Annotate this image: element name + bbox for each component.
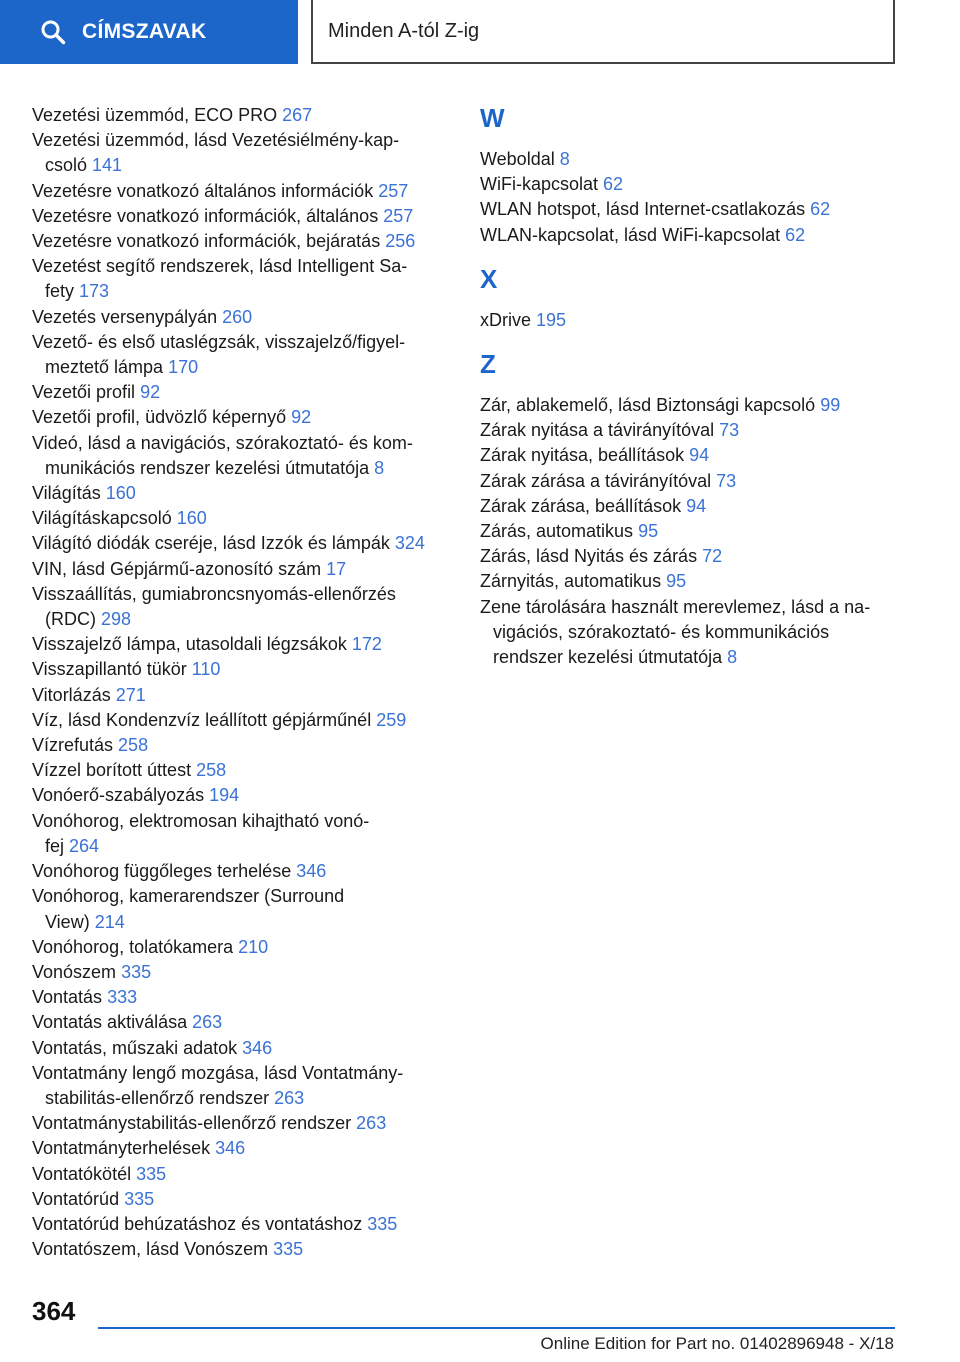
index-entry-text: Vonóhorog, kamerarendszer (Surround — [32, 886, 345, 907]
index-entry-text: Vonóhorog függőleges terhelése — [32, 861, 297, 882]
index-entry — [32, 1212, 452, 1237]
page-reference-link[interactable]: 267 — [282, 105, 313, 125]
index-entry-text: Visszapillantó tükör — [32, 659, 192, 680]
index-entry-text: Vonószem — [32, 961, 122, 982]
index-entry-text: Vezetésre vonatkozó általános információk — [32, 180, 379, 201]
index-entry — [480, 197, 900, 222]
index-entry-text: csoló — [45, 155, 93, 176]
index-entry-text: Vontatórúd behúzatáshoz és vontatáshoz — [32, 1213, 368, 1234]
section-spacer — [480, 379, 900, 393]
index-entry-text: Zárak nyitása, beállítások — [480, 445, 690, 466]
index-entry — [32, 783, 452, 808]
section-header — [311, 0, 895, 64]
index-entry — [32, 985, 452, 1010]
index-tab-label: CÍMSZAVAK — [82, 20, 207, 43]
index-entry — [32, 884, 452, 934]
page-reference-link[interactable]: 258 — [196, 760, 227, 781]
page-reference-link[interactable]: 194 — [209, 785, 240, 806]
page-reference-link[interactable]: 257 — [383, 205, 414, 226]
index-entry-text: munikációs rendszer kezelési útmutatója — [45, 457, 375, 478]
page-reference-link[interactable]: 141 — [92, 155, 123, 176]
index-entry-text: Zárak nyitása a távirányítóval — [480, 420, 720, 441]
page-reference-link[interactable]: 214 — [94, 911, 125, 932]
index-entry — [480, 393, 900, 418]
index-entry — [32, 1237, 452, 1262]
section-letter: Z — [480, 349, 496, 380]
page-reference-link[interactable]: 195 — [536, 309, 567, 330]
index-entry — [32, 708, 452, 733]
page-reference-link[interactable]: 160 — [176, 508, 207, 529]
index-entry-text: Vontatószem, lásd Vonószem — [32, 1239, 274, 1260]
index-entry-text: WiFi-kapcsolat — [480, 174, 604, 195]
index-entry-text: Vontatmánystabilitás-ellenőrző rendszer — [32, 1113, 357, 1134]
index-entry — [32, 506, 452, 531]
page-reference-link[interactable]: 346 — [215, 1138, 246, 1159]
index-entry — [480, 569, 900, 594]
index-entry — [480, 172, 900, 197]
index-entry-text: WLAN-kapcsolat, lásd WiFi-kapcsolat — [480, 224, 786, 245]
index-entry-text: View) — [45, 911, 95, 932]
index-entry — [32, 733, 452, 758]
index-entry — [480, 595, 900, 671]
section-letter: X — [480, 263, 498, 294]
page-reference-link[interactable]: 259 — [376, 709, 407, 730]
page-reference-link[interactable]: 263 — [356, 1113, 387, 1134]
page-reference-link[interactable]: 346 — [296, 861, 327, 882]
index-entry — [32, 1187, 452, 1212]
page-reference-link[interactable]: 258 — [118, 735, 149, 756]
page-reference-link[interactable]: 62 — [785, 224, 806, 245]
index-entry — [32, 229, 452, 254]
page-reference-link[interactable]: 8 — [727, 647, 738, 668]
page-reference-link[interactable]: 335 — [367, 1213, 398, 1234]
index-entry-text: Vezetői profil, üdvözlő képernyő — [32, 407, 292, 428]
page-reference-link[interactable]: 62 — [810, 199, 831, 220]
page-reference-link[interactable]: 62 — [603, 174, 624, 195]
index-entry — [32, 935, 452, 960]
index-entry-text: Vezetésre vonatkozó információk, általános — [32, 205, 384, 226]
index-entry-text: (RDC) — [45, 609, 101, 630]
index-entry-text: Videó, lásd a navigációs, szórakoztató- és kom‐ — [32, 432, 413, 453]
index-entry — [480, 147, 900, 172]
index-entry-text: Zárak zárása, beállítások — [480, 495, 687, 516]
index-entry — [480, 544, 900, 569]
page-reference-link[interactable]: 95 — [638, 521, 659, 542]
index-entry-text: rendszer kezelési útmutatója — [493, 647, 728, 668]
index-entry-text: Világító diódák cseréje, lásd Izzók és lámpák — [32, 533, 395, 554]
index-entry-text: vigációs, szórakoztató- és kommunikációs — [493, 621, 830, 642]
page-reference-link[interactable]: 333 — [107, 987, 138, 1008]
page-reference-link[interactable]: 73 — [719, 420, 740, 441]
index-entry-text: VIN, lásd Gépjármű-azonosító szám — [32, 558, 327, 579]
index-entry-text: Vitorlázás — [32, 684, 116, 705]
section-title: Minden A-tól Z-ig — [328, 19, 480, 42]
search-icon — [40, 19, 66, 45]
index-entry-text: Visszaállítás, gumiabroncsnyomás-ellenőrzés — [32, 583, 396, 604]
page-reference-link[interactable]: 271 — [115, 684, 146, 705]
index-entry-text: Vontatás, műszaki adatok — [32, 1037, 243, 1058]
index-entry — [32, 1036, 452, 1061]
page-reference-link[interactable]: 160 — [105, 483, 136, 504]
index-entry — [32, 128, 452, 178]
section-spacer — [480, 133, 900, 147]
index-entry-text: stabilitás-ellenőrző rendszer — [45, 1087, 275, 1108]
index-entry-text: fety — [45, 281, 80, 302]
index-column-left — [32, 103, 452, 1262]
page-reference-link[interactable]: 94 — [686, 495, 707, 516]
index-entry-text: Vezetésre vonatkozó információk, bejáratás — [32, 231, 386, 252]
page-reference-link[interactable]: 264 — [69, 835, 100, 856]
index-entry — [32, 481, 452, 506]
page-reference-link[interactable]: 99 — [820, 395, 841, 416]
index-entry — [32, 1061, 452, 1111]
index-entry-text: xDrive — [480, 309, 537, 330]
index-entry-text: Zár, ablakemelő, lásd Biztonsági kapcsoló — [480, 395, 821, 416]
index-entry — [32, 330, 452, 380]
index-tab[interactable] — [0, 0, 298, 64]
index-entry-text: Vontatmány lengő mozgása, lásd Vontatmány‐ — [32, 1062, 404, 1083]
page-reference-link[interactable]: 73 — [716, 470, 737, 491]
index-entry — [32, 657, 452, 682]
index-entry-text: Vezetési üzemmód, ECO PRO — [32, 105, 283, 125]
index-entry — [32, 179, 452, 204]
page-reference-link[interactable]: 335 — [273, 1239, 304, 1260]
index-entry-text: Világításkapcsoló — [32, 508, 177, 529]
page-reference-link[interactable]: 346 — [242, 1037, 273, 1058]
index-entry — [480, 469, 900, 494]
page-reference-link[interactable]: 260 — [222, 306, 253, 327]
index-entry-text: Víz, lásd Kondenzvíz leállított gépjárműnél — [32, 709, 377, 730]
index-entry — [32, 254, 452, 304]
index-entry-text: Vontatás — [32, 987, 108, 1008]
page-reference-link[interactable]: 263 — [192, 1012, 223, 1033]
index-entry-text: Vezetés versenypályán — [32, 306, 223, 327]
index-entry — [32, 305, 452, 330]
page-reference-link[interactable]: 8 — [374, 457, 385, 478]
page-reference-link[interactable]: 335 — [121, 961, 152, 982]
page-reference-link[interactable]: 263 — [274, 1087, 305, 1108]
index-entry — [480, 308, 900, 333]
index-entry — [32, 960, 452, 985]
index-entry — [32, 1010, 452, 1035]
index-entry-text: Vezetési üzemmód, lásd Vezetésiélmény-kap‐ — [32, 130, 400, 151]
index-entry — [32, 809, 452, 859]
index-entry-text: Vízrefutás — [32, 735, 119, 756]
index-entry-text: meztető lámpa — [45, 357, 169, 378]
index-entry-text: Vonóerő-szabályozás — [32, 785, 210, 806]
page-reference-link[interactable]: 110 — [191, 659, 221, 680]
section-spacer — [480, 294, 900, 308]
index-entry-text: Vezetői profil — [32, 382, 141, 403]
page-reference-link[interactable]: 256 — [385, 231, 416, 252]
page-reference-link[interactable]: 324 — [394, 533, 425, 554]
page-reference-link[interactable]: 72 — [702, 546, 723, 567]
page-reference-link[interactable]: 8 — [559, 149, 570, 169]
page-reference-link[interactable]: 210 — [238, 936, 269, 957]
index-entry — [32, 405, 452, 430]
footer-divider — [98, 1327, 895, 1329]
section-letter: W — [480, 103, 505, 133]
index-entry — [32, 204, 452, 229]
index-entry — [32, 531, 452, 556]
index-entry — [32, 1136, 452, 1161]
page-reference-link[interactable]: 173 — [79, 281, 110, 302]
index-entry — [480, 519, 900, 544]
page-reference-link[interactable]: 257 — [378, 180, 409, 201]
page-reference-link[interactable]: 170 — [168, 357, 199, 378]
index-entry — [32, 758, 452, 783]
index-entry-text: Weboldal — [480, 149, 560, 169]
index-entry-text: Vontatmányterhelések — [32, 1138, 216, 1159]
page-reference-link[interactable]: 298 — [101, 609, 132, 630]
page-reference-link[interactable]: 335 — [124, 1188, 155, 1209]
index-entry-text: fej — [45, 835, 70, 856]
index-entry — [480, 418, 900, 443]
index-entry-text: WLAN hotspot, lásd Internet-csatlakozás — [480, 199, 811, 220]
page-reference-link[interactable]: 172 — [351, 634, 382, 655]
page-reference-link[interactable]: 17 — [326, 558, 347, 579]
index-entry — [32, 103, 452, 128]
index-entry-text: Vonóhorog, elektromosan kihajtható vonó‐ — [32, 810, 370, 831]
index-entry — [32, 1162, 452, 1187]
index-entry-text: Visszajelző lámpa, utasoldali légzsákok — [32, 634, 352, 655]
page-reference-link[interactable]: 92 — [140, 382, 161, 403]
page-number: 364 — [32, 1296, 76, 1326]
index-entry — [32, 582, 452, 632]
index-entry-text: Vontatókötél — [32, 1163, 137, 1184]
index-entry-text: Vontatás aktiválása — [32, 1012, 193, 1033]
page-reference-link[interactable]: 95 — [666, 571, 687, 592]
index-entry — [32, 1111, 452, 1136]
index-entry-text: Vízzel borított úttest — [32, 760, 197, 781]
index-entry-text: Zárás, automatikus — [480, 521, 639, 542]
index-entry — [32, 557, 452, 582]
index-entry — [480, 494, 900, 519]
index-entry — [480, 223, 900, 248]
index-entry — [32, 632, 452, 657]
index-column-right — [480, 103, 900, 670]
edition-text: Online Edition for Part no. 01402896948 - X/18 — [540, 1334, 894, 1353]
index-entry-text: Vezető- és első utaslégzsák, visszajelző/figyel‐ — [32, 331, 406, 352]
index-entry-text: Zárnyitás, automatikus — [480, 571, 667, 592]
index-entry — [32, 683, 452, 708]
index-entry-text: Vezetést segítő rendszerek, lásd Intelligent Sa‐ — [32, 256, 408, 277]
index-entry — [32, 431, 452, 481]
index-entry-text: Világítás — [32, 483, 106, 504]
page-reference-link[interactable]: 94 — [689, 445, 710, 466]
index-entry-text: Zene tárolására használt merevlemez, lásd a na‐ — [480, 596, 871, 617]
index-entry-text: Vonóhorog, tolatókamera — [32, 936, 239, 957]
index-entry-text: Vontatórúd — [32, 1188, 125, 1209]
page-reference-link[interactable]: 335 — [136, 1163, 167, 1184]
index-entry — [480, 443, 900, 468]
index-entry — [32, 859, 452, 884]
page-reference-link[interactable]: 92 — [291, 407, 312, 428]
index-entry — [32, 380, 452, 405]
index-entry-text: Zárak zárása a távirányítóval — [480, 470, 717, 491]
index-entry-text: Zárás, lásd Nyitás és zárás — [480, 546, 703, 567]
